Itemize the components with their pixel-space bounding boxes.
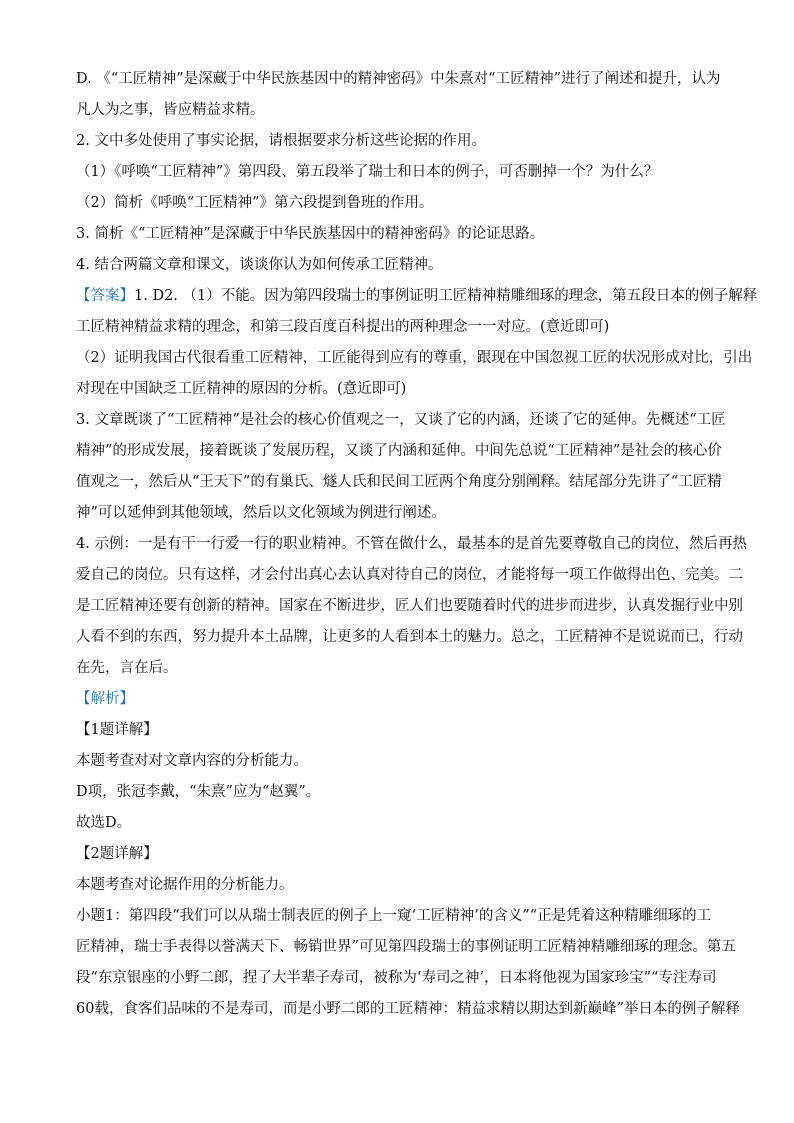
text-line: 人看不到的东西，努力提升本土品牌，让更多的人看到本土的魅力。总之，工匠精神不是说说而已，行动 <box>76 629 743 645</box>
text-line: 故选D。 <box>76 815 132 831</box>
paragraph-option-d <box>76 64 726 126</box>
q2-detail-tag: 【2题详解】 <box>76 846 158 862</box>
text-line: 3. 简析《“工匠精神”是深藏于中华民族基因中的精神密码》的论证思路。 <box>76 226 545 242</box>
question-4 <box>76 250 726 281</box>
question-2 <box>76 126 726 219</box>
document-page <box>76 64 758 1025</box>
text-line: D项，张冠李戴，“朱熹”应为“赵翼”。 <box>76 784 321 800</box>
text-line <box>76 281 758 312</box>
text-line: 工匠精神精益求精的理念，和第三段百度百科提出的两种理念一一对应。(意近即可) <box>76 319 610 335</box>
text-line: 小题1：第四段“我们可以从瑞士制表匠的例子上一窥‘工匠精神’的含义”“正是凭着这种精雕细琢的工 <box>76 908 712 924</box>
text-line: 在先，言在后。 <box>76 660 178 676</box>
question-3 <box>76 219 726 250</box>
answer-text: 1. D2. （1）不能。因为第四段瑞士的事例证明工匠精神精雕细琢的理念，第五段日本的例子解释 <box>134 288 758 304</box>
text-line: 爱自己的岗位。只有这样，才会付出真心去认真对待自己的岗位，才能将每一项工作做得出色、完美。二 <box>76 567 743 583</box>
text-line: 匠精神，瑞士手表得以誉满天下、畅销世界”可见第四段瑞士的事例证明工匠精神精雕细琢的理念。第五 <box>76 939 736 955</box>
text-line: 3. 文章既谈了“工匠精神”是社会的核心价值观之一，又谈了它的内涵，还谈了它的延伸。先概述“工匠 <box>76 412 726 428</box>
text-line: 60载，食客们品味的不是寿司，而是小野二郎的工匠精神：精益求精以期达到新巅峰”举日本的例子解释 <box>76 1001 740 1017</box>
q1-detail-tag: 【1题详解】 <box>76 722 158 738</box>
text-line: 本题考查对对文章内容的分析能力。 <box>76 753 308 769</box>
analysis-block <box>76 684 740 1025</box>
answer-block <box>76 281 758 684</box>
text-line: 段“东京银座的小野二郎，捏了大半辈子寿司，被称为‘寿司之神’，日本将他视为国家珍宝”“专注寿司 <box>76 970 717 986</box>
text-line: 神”可以延伸到其他领域，然后以文化领域为例进行阐述。 <box>76 505 446 521</box>
text-line: 是工匠精神还要有创新的精神。国家在不断进步，匠人们也要随着时代的进步而进步，认真发掘行业中别 <box>76 598 743 614</box>
text-line: 4. 结合两篇文章和课文，谈谈你认为如何传承工匠精神。 <box>76 257 443 273</box>
text-line: （1）《呼唤“工匠精神”》第四段、第五段举了瑞士和日本的例子，可否删掉一个？为什么？ <box>76 164 659 180</box>
text-line: 2. 文中多处使用了事实论据，请根据要求分析这些论据的作用。 <box>76 133 486 149</box>
analysis-tag: 【解析】 <box>76 691 134 707</box>
text-line: 4. 示例：一是有干一行爱一行的职业精神。不管在做什么，最基本的是首先要尊敬自己的岗位，然后再热 <box>76 536 747 552</box>
text-line: （2）简析《呼唤“工匠精神”》第六段提到鲁班的作用。 <box>76 195 434 211</box>
text-line: 凡人为之事，皆应精益求精。 <box>76 102 265 118</box>
text-line: 本题考查对论据作用的分析能力。 <box>76 877 294 893</box>
text-line: D. 《“工匠精神”是深藏于中华民族基因中的精神密码》中朱熹对“工匠精神”进行了阐述和提升，认为 <box>76 71 721 87</box>
answer-tag: 【答案】 <box>76 288 134 304</box>
text-line: 对现在中国缺乏工匠精神的原因的分析。(意近即可) <box>76 381 407 397</box>
text-line: （2）证明我国古代很看重工匠精神，工匠能得到应有的尊重，跟现在中国忽视工匠的状况形成对比，引出 <box>76 350 753 366</box>
text-line: 值观之一，然后从“王天下”的有巢氏、燧人氏和民间工匠两个角度分别阐释。结尾部分先讲了“工匠精 <box>76 474 722 490</box>
text-line: 精神”的形成发展，接着既谈了发展历程，又谈了内涵和延伸。中间先总说“工匠精神”是社会的核心价 <box>76 443 722 459</box>
